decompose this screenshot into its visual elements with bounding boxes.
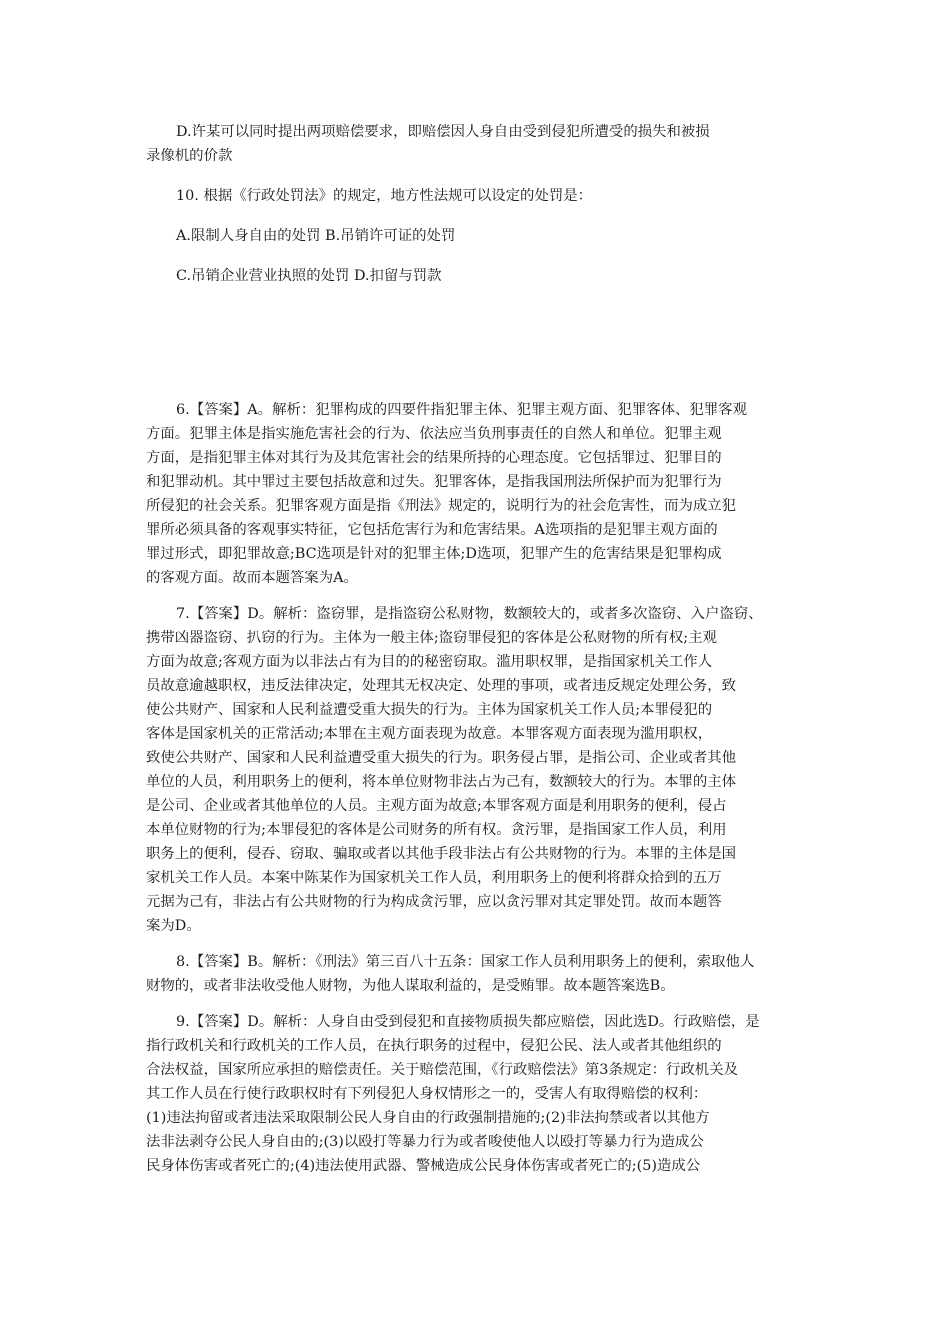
answer-line: 其工作人员在行使行政职权时有下列侵犯人身权情形之一的，受害人有取得赔偿的权利：	[146, 1086, 708, 1102]
answer-line: 职务上的便利，侵吞、窃取、骗取或者以其他手段非法占有公共财物的行为。本罪的主体是国	[146, 846, 737, 862]
answer-line: 是公司、企业或者其他单位的人员。主观方面为故意;本罪客观方面是利用职务的便利，侵占	[146, 798, 727, 814]
answer-line: 员故意逾越职权，违反法律决定，处理其无权决定、处理的事项，或者违反规定处理公务，致	[146, 678, 737, 694]
answer-line: 指行政机关和行政机关的工作人员，在执行职务的过程中，侵犯公民、法人或者其他组织的	[146, 1038, 722, 1054]
option-d-continuation: 录像机的价款	[146, 148, 233, 164]
answer-paragraph	[146, 1010, 810, 1178]
answer-line: 6.【答案】A。解析：犯罪构成的四要件指犯罪主体、犯罪主观方面、犯罪客体、犯罪客观	[176, 402, 747, 418]
answer-line: 民身体伤害或者死亡的;(4)违法使用武器、警械造成公民身体伤害或者死亡的;(5)造成公	[146, 1158, 701, 1174]
question-block	[146, 120, 810, 288]
answer-line: 9.【答案】D。解析：人身自由受到侵犯和直接物质损失都应赔偿，因此选D。行政赔偿，是	[176, 1014, 760, 1030]
question-10-options-cd: C.吊销企业营业执照的处罚 D.扣留与罚款	[176, 268, 442, 284]
answer-line: 单位的人员，利用职务上的便利，将本单位财物非法占为己有，数额较大的行为。本罪的主体	[146, 774, 737, 790]
answer-paragraph	[146, 950, 810, 998]
answer-line: 合法权益，国家所应承担的赔偿责任。关于赔偿范围，《行政赔偿法》第3条规定：行政机关及	[146, 1062, 738, 1078]
answer-line: 携带凶器盗窃、扒窃的行为。主体为一般主体;盗窃罪侵犯的客体是公私财物的所有权;主观	[146, 630, 717, 646]
answer-line: 方面。犯罪主体是指实施危害社会的行为、依法应当负刑事责任的自然人和单位。犯罪主观	[146, 426, 722, 442]
answer-line: 元据为己有，非法占有公共财物的行为构成贪污罪，应以贪污罪对其定罪处罚。故而本题答	[146, 894, 722, 910]
answer-paragraph	[146, 398, 810, 590]
answer-paragraph	[146, 602, 810, 938]
answer-line: 使公共财产、国家和人民利益遭受重大损失的行为。主体为国家机关工作人员;本罪侵犯的	[146, 702, 713, 718]
question-10-stem: 10. 根据《行政处罚法》的规定，地方性法规可以设定的处罚是：	[176, 188, 593, 204]
answer-line: 和犯罪动机。其中罪过主要包括故意和过失。犯罪客体，是指我国刑法所保护而为犯罪行为	[146, 474, 722, 490]
answer-line: (1)违法拘留或者违法采取限制公民人身自由的行政强制措施的;(2)非法拘禁或者以其他方	[146, 1110, 710, 1126]
answers-section	[146, 398, 810, 1178]
answer-line: 罪所必须具备的客观事实特征，它包括危害行为和危害结果。A选项指的是犯罪主观方面的	[146, 522, 718, 538]
answer-line: 7.【答案】D。解析：盗窃罪，是指盗窃公私财物，数额较大的，或者多次盗窃、入户盗窃、	[176, 606, 763, 622]
answer-line: 罪过形式，即犯罪故意;BC选项是针对的犯罪主体;D选项，犯罪产生的危害结果是犯罪构成	[146, 546, 722, 562]
answer-line: 方面，是指犯罪主体对其行为及其危害社会的结果所持的心理态度。它包括罪过、犯罪目的	[146, 450, 722, 466]
answer-line: 的客观方面。故而本题答案为A。	[146, 570, 358, 586]
question-10-options-ab: A.限制人身自由的处罚 B.吊销许可证的处罚	[176, 228, 456, 244]
option-d-line: D.许某可以同时提出两项赔偿要求，即赔偿因人身自由受到侵犯所遭受的损失和被损	[176, 124, 710, 140]
answer-line: 财物的，或者非法收受他人财物，为他人谋取利益的，是受贿罪。故本题答案选B。	[146, 978, 675, 994]
answer-line: 本单位财物的行为;本罪侵犯的客体是公司财务的所有权。贪污罪，是指国家工作人员，利用	[146, 822, 727, 838]
answer-line: 案为D。	[146, 918, 201, 934]
answer-line: 家机关工作人员。本案中陈某作为国家机关工作人员，利用职务上的便利将群众拾到的五万	[146, 870, 722, 886]
answer-line: 致使公共财产、国家和人民利益遭受重大损失的行为。职务侵占罪，是指公司、企业或者其他	[146, 750, 737, 766]
answer-line: 8.【答案】B。解析：《刑法》第三百八十五条：国家工作人员利用职务上的便利，索取他人	[176, 954, 755, 970]
answer-line: 方面为故意;客观方面为以非法占有为目的的秘密窃取。滥用职权罪，是指国家机关工作人	[146, 654, 713, 670]
answer-line: 所侵犯的社会关系。犯罪客观方面是指《刑法》规定的，说明行为的社会危害性，而为成立犯	[146, 498, 737, 514]
answer-line: 法非法剥夺公民人身自由的;(3)以殴打等暴力行为或者唆使他人以殴打等暴力行为造成公	[146, 1134, 704, 1150]
answer-line: 客体是国家机关的正常活动;本罪在主观方面表现为故意。本罪客观方面表现为滥用职权，	[146, 726, 713, 742]
